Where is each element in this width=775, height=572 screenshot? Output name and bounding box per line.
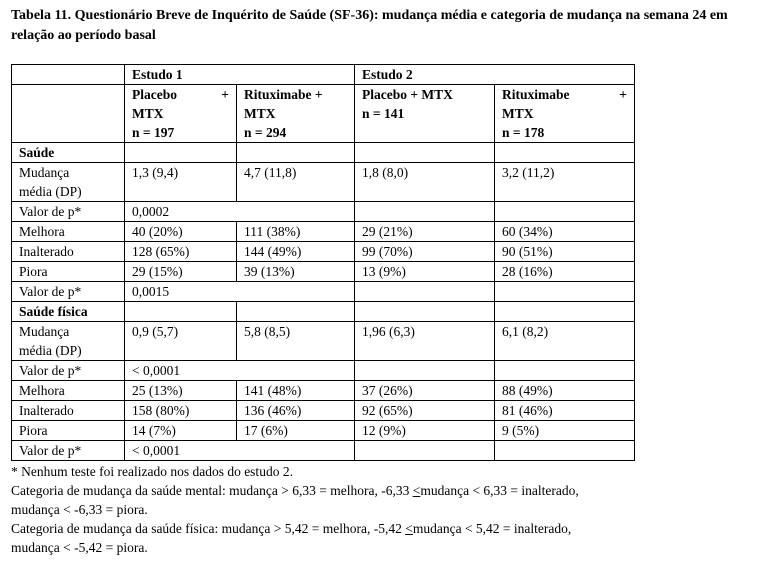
cell: 4,7 (11,8) [237,163,355,202]
cell: 39 (13%) [237,262,355,282]
col4-label-a: Rituximabe [502,87,570,102]
row-label: Valor de p* [12,441,125,461]
cell: 141 (48%) [237,381,355,401]
cell: 37 (26%) [355,381,495,401]
header-row-arms [12,85,635,143]
table-row [12,242,635,262]
cell: 9 (5%) [495,421,635,441]
row-label: Mudança média (DP) [12,163,125,202]
col1-label-a: Placebo [132,87,177,102]
cell: 3,2 (11,2) [495,163,635,202]
row-label: Piora [12,421,125,441]
cell: 28 (16%) [495,262,635,282]
col1-label-2: MTX [132,106,164,121]
cell: 1,96 (6,3) [355,322,495,361]
cell: 88 (49%) [495,381,635,401]
col4-n: n = 178 [502,125,545,140]
col-placebo-mtx-s1 [125,85,237,143]
table-row [12,361,635,381]
p-value-cell: < 0,0001 [125,361,355,381]
col-rituximabe-mtx-s2 [495,85,635,143]
cell: 158 (80%) [125,401,237,421]
cell: 5,8 (8,5) [237,322,355,361]
section-row-mental [12,143,635,163]
cell: 12 (9%) [355,421,495,441]
col3-label-1: Placebo + MTX [362,87,453,102]
p-value-cell: 0,0002 [125,202,355,222]
table-row [12,282,635,302]
table-row [12,222,635,242]
row-label: Inalterado [12,242,125,262]
corner-cell-2 [12,85,125,143]
cell: 14 (7%) [125,421,237,441]
cell: 81 (46%) [495,401,635,421]
cell: 40 (20%) [125,222,237,242]
section-row-physical [12,302,635,322]
footnote-mental-categories-cont: mudança < -6,33 = piora. [11,502,148,517]
col-rituximabe-mtx-s1 [237,85,355,143]
corner-cell [12,65,125,85]
cell: 1,3 (9,4) [125,163,237,202]
cell: 92 (65%) [355,401,495,421]
table-title: Tabela 11. Questionário Breve de Inquérito de Saúde (SF-36): mudança média e categoria de mudança na semana 24 em relação ao período basal [11,8,728,43]
sf36-table [11,64,635,461]
col1-n: n = 197 [132,125,175,140]
col4-label-2: MTX [502,106,534,121]
row-label: Valor de p* [12,361,125,381]
study1-header: Estudo 1 [125,65,355,85]
cell: 25 (13%) [125,381,237,401]
cell: 1,8 (8,0) [355,163,495,202]
col4-label-b: + [619,87,627,102]
col2-n: n = 294 [244,125,287,140]
table-row [12,163,635,202]
col2-label-2: MTX [244,106,276,121]
row-label: Valor de p* [12,202,125,222]
table-row [12,441,635,461]
cell: 29 (15%) [125,262,237,282]
row-label: Melhora [12,222,125,242]
section-label-physical: Saúde física [12,302,125,322]
p-value-cell: < 0,0001 [125,441,355,461]
cell: 17 (6%) [237,421,355,441]
table-row [12,202,635,222]
cell: 29 (21%) [355,222,495,242]
col2-label-1: Rituximabe + [244,87,323,102]
cell: 136 (46%) [237,401,355,421]
col3-n: n = 141 [362,106,405,121]
footnote-no-test: * Nenhum teste foi realizado nos dados do estudo 2. [11,464,293,479]
footnote-physical-categories: Categoria de mudança da saúde física: mudança > 5,42 = melhora, -5,42 <mudança < 5,42 = inalterado, [11,521,572,536]
header-row-studies [12,65,635,85]
table-row [12,401,635,421]
cell: 60 (34%) [495,222,635,242]
cell: 99 (70%) [355,242,495,262]
section-label-mental: Saúde [12,143,125,163]
table-row [12,421,635,441]
study2-header: Estudo 2 [355,65,635,85]
row-label: Valor de p* [12,282,125,302]
table-row [12,381,635,401]
cell: 90 (51%) [495,242,635,262]
footnote-physical-categories-cont: mudança < -5,42 = piora. [11,540,148,555]
col-placebo-mtx-s2 [355,85,495,143]
table-row [12,322,635,361]
footnote-mental-categories: Categoria de mudança da saúde mental: mudança > 6,33 = melhora, -6,33 <mudança < 6,33 = inalterado, [11,483,579,498]
row-label: Mudança média (DP) [12,322,125,361]
p-value-cell: 0,0015 [125,282,355,302]
cell: 0,9 (5,7) [125,322,237,361]
cell: 6,1 (8,2) [495,322,635,361]
cell: 13 (9%) [355,262,495,282]
col1-label-b: + [221,87,229,102]
cell: 144 (49%) [237,242,355,262]
row-label: Piora [12,262,125,282]
table-row [12,262,635,282]
footnotes [11,462,769,557]
cell: 128 (65%) [125,242,237,262]
cell: 111 (38%) [237,222,355,242]
row-label: Melhora [12,381,125,401]
row-label: Inalterado [12,401,125,421]
